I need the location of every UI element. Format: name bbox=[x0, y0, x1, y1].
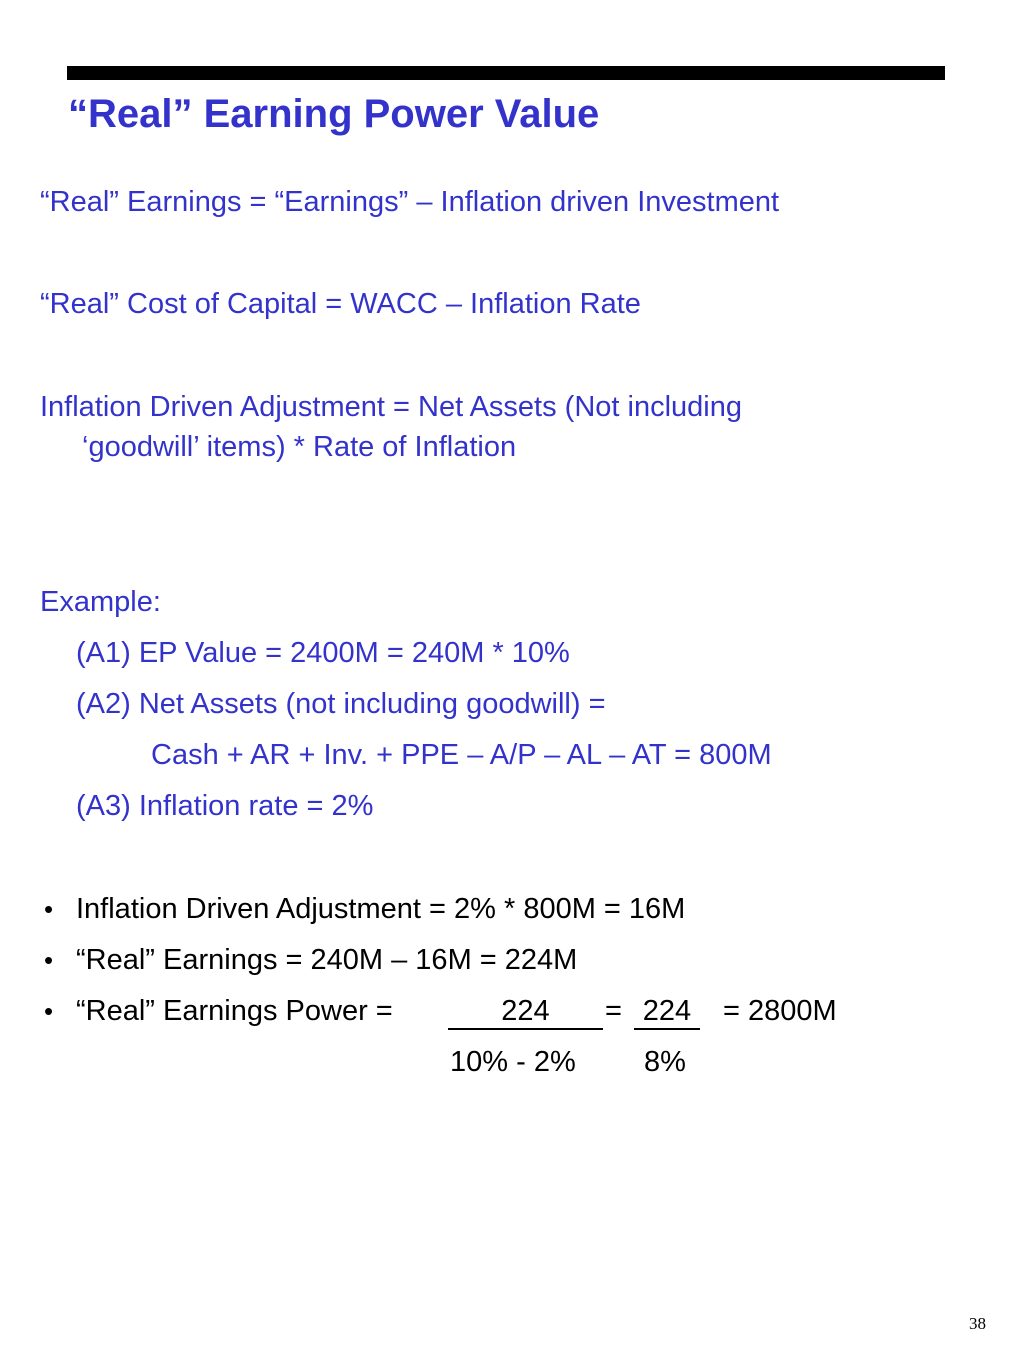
page-number: 38 bbox=[969, 1314, 986, 1333]
fraction-denominator-2: 8% bbox=[644, 1046, 686, 1078]
bullet-marker: • bbox=[44, 996, 54, 1026]
fraction-denominator-1: 10% - 2% bbox=[450, 1046, 576, 1078]
bullet-real-earnings-power-label: “Real” Earnings Power = bbox=[76, 995, 393, 1027]
example-a1: (A1) EP Value = 2400M = 240M * 10% bbox=[76, 637, 570, 669]
definition-real-earnings: “Real” Earnings = “Earnings” – Inflation driven Investment bbox=[40, 186, 780, 218]
bullet-inflation-adjustment: Inflation Driven Adjustment = 2% * 800M = 16M bbox=[76, 893, 686, 925]
bullet-marker: • bbox=[44, 894, 54, 924]
definition-inflation-adjustment-line2: ‘goodwill’ items) * Rate of Inflation bbox=[82, 431, 517, 463]
fraction-equals: = bbox=[605, 995, 622, 1027]
example-a3: (A3) Inflation rate = 2% bbox=[76, 790, 374, 822]
example-a2-line1: (A2) Net Assets (not including goodwill) = bbox=[76, 688, 606, 720]
bullet-real-earnings: “Real” Earnings = 240M – 16M = 224M bbox=[76, 944, 578, 976]
fraction-numerator-2: 224 bbox=[634, 994, 700, 1030]
title-rule bbox=[67, 66, 945, 80]
bullet-marker: • bbox=[44, 945, 54, 975]
definition-real-cost-of-capital: “Real” Cost of Capital = WACC – Inflation Rate bbox=[40, 288, 641, 320]
example-a2-line2: Cash + AR + Inv. + PPE – A/P – AL – AT = 800M bbox=[151, 739, 772, 771]
definition-inflation-adjustment-line1: Inflation Driven Adjustment = Net Assets (Not including bbox=[40, 391, 742, 423]
page-title: “Real” Earning Power Value bbox=[68, 92, 600, 136]
fraction-result: = 2800M bbox=[723, 995, 837, 1027]
example-heading: Example: bbox=[40, 586, 161, 618]
fraction-numerator-1: 224 bbox=[448, 994, 603, 1030]
